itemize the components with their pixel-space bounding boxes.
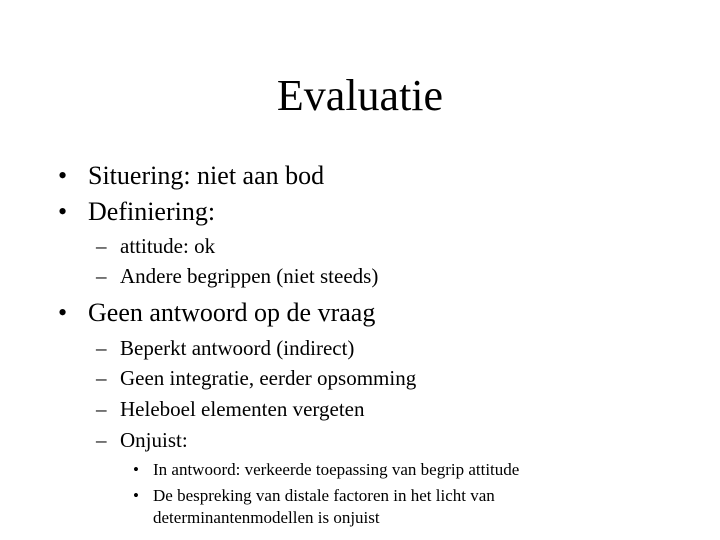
bullet-item-geen-antwoord: Geen antwoord op de vraag [88, 298, 376, 327]
bullet-icon: • [58, 161, 68, 190]
dash-icon: – [96, 336, 107, 360]
dash-icon: – [96, 264, 107, 288]
bullet-item-situering: Situering: niet aan bod [88, 161, 325, 190]
sub-item-attitude: attitude: ok [120, 234, 216, 258]
bullet-icon: • [133, 460, 139, 479]
sub-item-beperkt-antwoord: Beperkt antwoord (indirect) [120, 336, 355, 360]
sub-item-andere-begrippen: Andere begrippen (niet steeds) [120, 264, 379, 288]
bullet-icon: • [58, 197, 68, 226]
sub-item-geen-integratie: Geen integratie, eerder opsomming [120, 366, 417, 390]
sub-item-heleboel: Heleboel elementen vergeten [120, 397, 365, 421]
dash-icon: – [96, 428, 107, 452]
dash-icon: – [96, 234, 107, 258]
bullet-icon: • [133, 486, 139, 505]
bullet-icon: • [58, 298, 68, 327]
bullet-item-definiering: Definiering: [88, 197, 216, 226]
sub-item-onjuist: Onjuist: [120, 428, 188, 452]
detail-item-bespreking-continued: determinantenmodellen is onjuist [153, 508, 380, 527]
detail-item-bespreking: De bespreking van distale factoren in het licht van [153, 486, 495, 505]
dash-icon: – [96, 366, 107, 390]
detail-item-in-antwoord: In antwoord: verkeerde toepassing van begrip attitude [153, 460, 520, 479]
dash-icon: – [96, 397, 107, 421]
slide-title: Evaluatie [276, 71, 444, 120]
